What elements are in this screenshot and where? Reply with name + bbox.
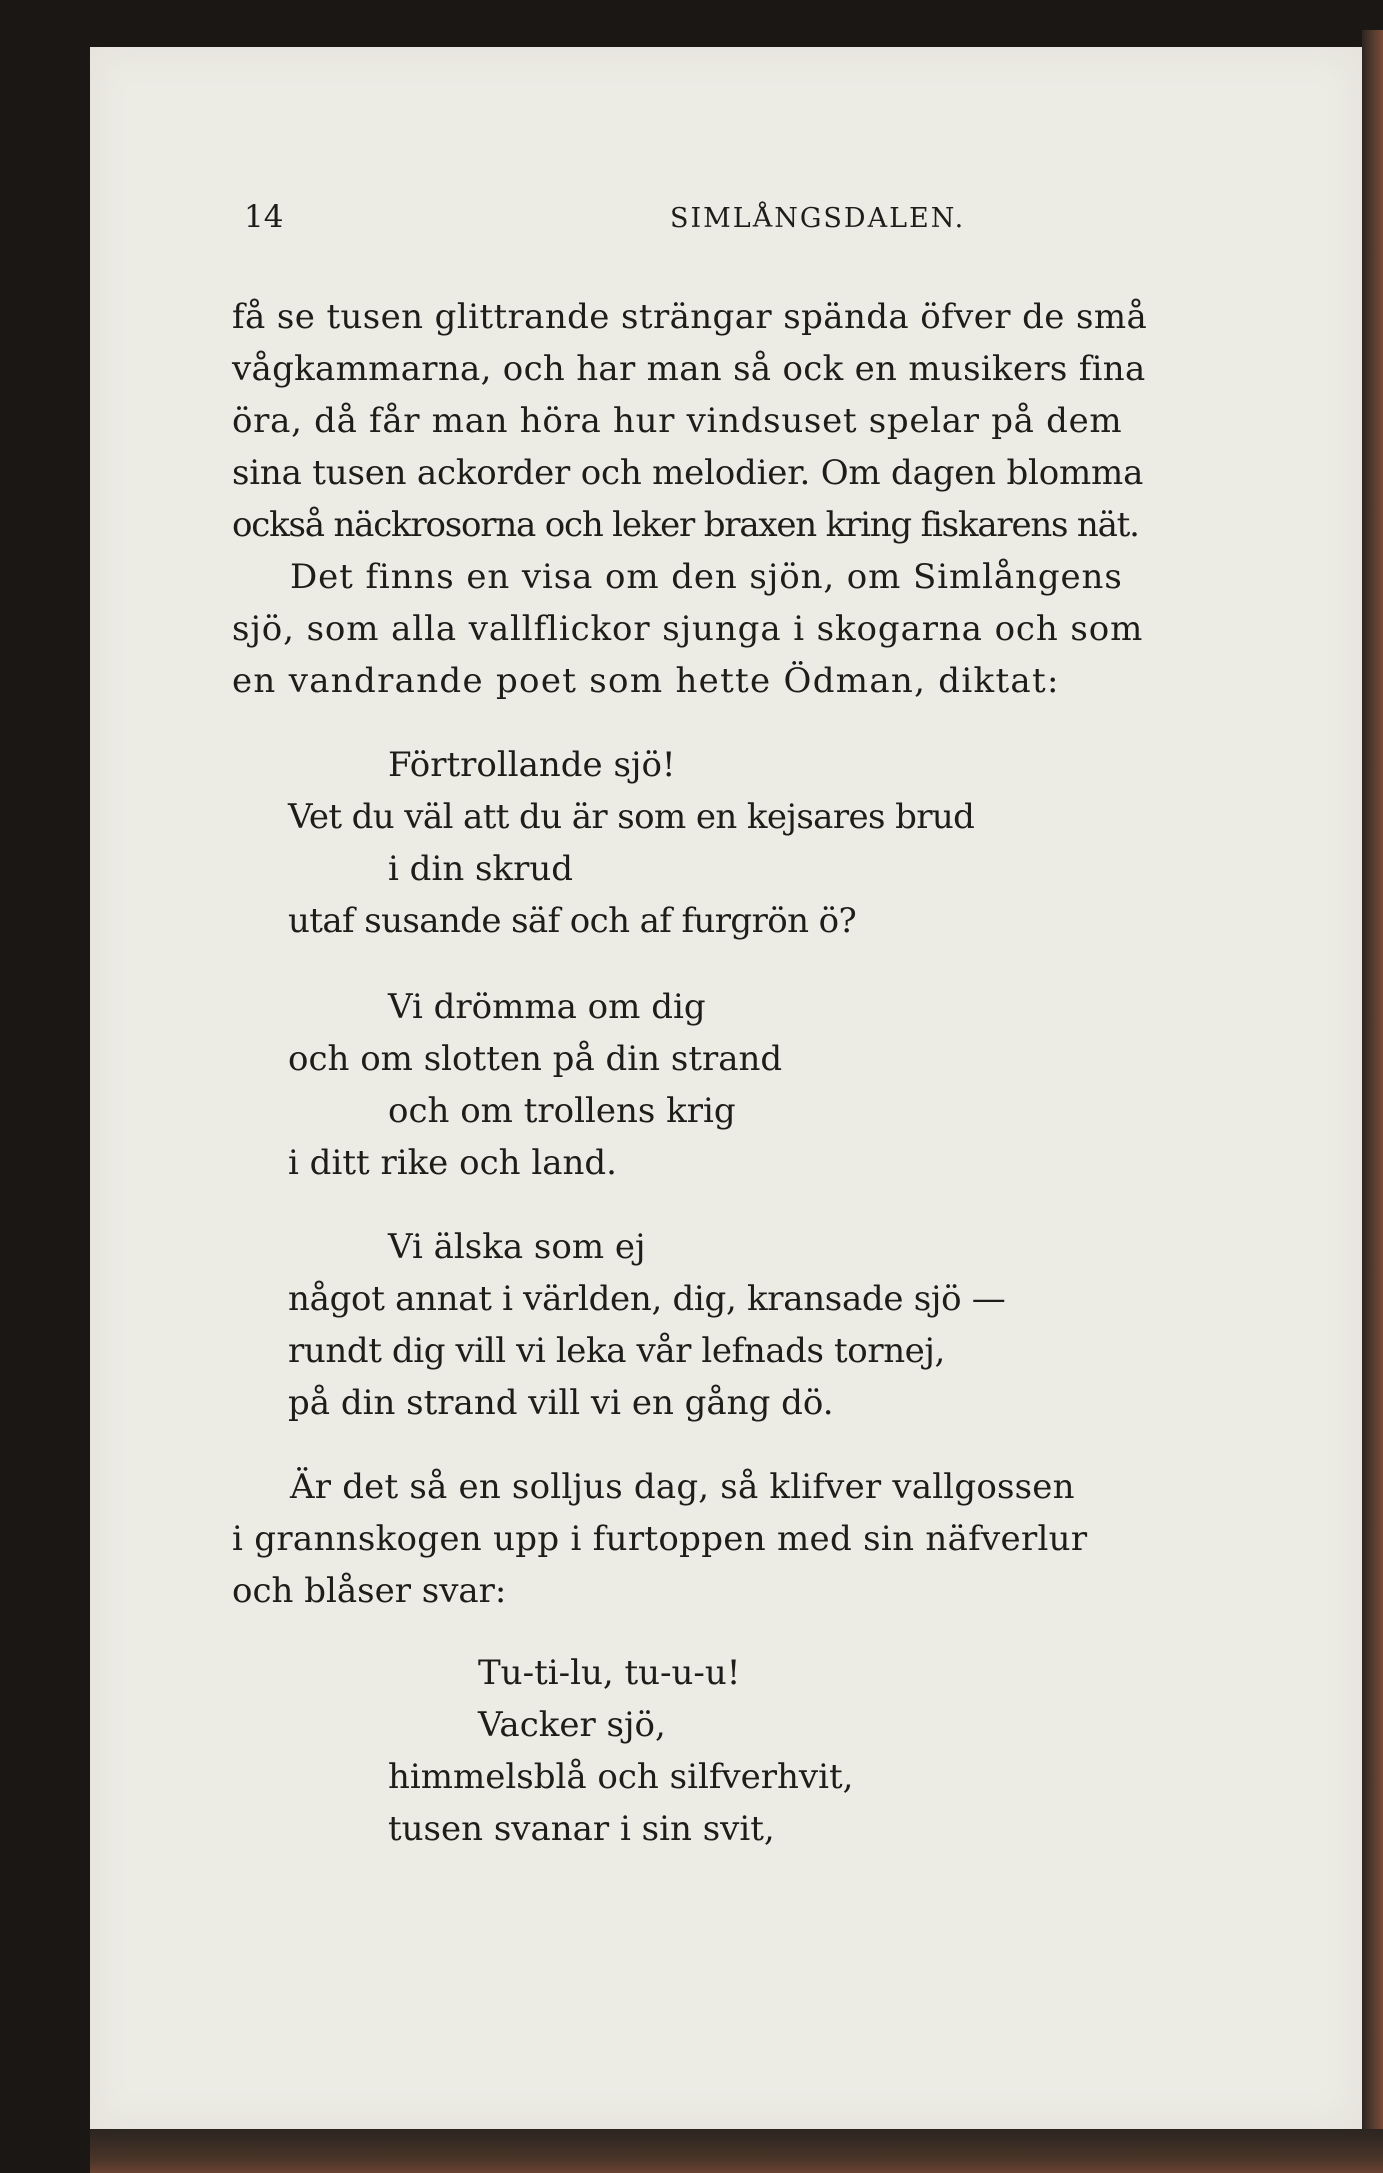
- verse-line: något annat i världen, dig, kransade sjö —: [288, 1279, 1006, 1319]
- verse-line: tusen svanar i sin svit,: [388, 1809, 775, 1849]
- verse-line: utaf susande säf och af furgrön ö?: [288, 901, 857, 941]
- verse-line: Vi älska som ej: [388, 1227, 646, 1267]
- verse-line: på din strand vill vi en gång dö.: [288, 1383, 834, 1423]
- page-number: 14: [244, 199, 284, 235]
- text-line: sina tusen ackorder och melodier. Om dagen blomma: [232, 453, 1144, 493]
- text-line: och blåser svar:: [232, 1571, 507, 1611]
- book-page: [90, 47, 1362, 2129]
- text-line: också näckrosorna och leker braxen kring fiskarens nät.: [232, 505, 1139, 545]
- text-line: sjö, som alla vallflickor sjunga i skogarna och som: [232, 609, 1144, 649]
- verse-line: rundt dig vill vi leka vår lefnads tornej,: [288, 1331, 945, 1371]
- verse-line: Vi drömma om dig: [388, 987, 706, 1027]
- verse-line: Vacker sjö,: [478, 1705, 666, 1745]
- verse-line: och om trollens krig: [388, 1091, 736, 1131]
- verse-line: himmelsblå och silfverhvit,: [388, 1757, 854, 1797]
- book-bottom-edge: [90, 2129, 1383, 2173]
- text-line: få se tusen glittrande strängar spända öfver de små: [232, 297, 1148, 337]
- verse-line: och om slotten på din strand: [288, 1039, 783, 1079]
- book-spine-edge: [1362, 30, 1383, 2173]
- text-line: en vandrande poet som hette Ödman, diktat:: [232, 661, 1060, 701]
- verse-line: Tu-ti-lu, tu-u-u!: [478, 1653, 741, 1693]
- running-title: SIMLÅNGSDALEN.: [670, 203, 966, 234]
- verse-line: i din skrud: [388, 849, 573, 889]
- text-line: i grannskogen upp i furtoppen med sin näfverlur: [232, 1519, 1088, 1559]
- verse-line: Förtrollande sjö!: [388, 745, 676, 785]
- text-line: öra, då får man höra hur vindsuset spelar på dem: [232, 401, 1123, 441]
- text-line: Det finns en visa om den sjön, om Simlångens: [290, 557, 1123, 597]
- verse-line: Vet du väl att du är som en kejsares brud: [288, 797, 975, 837]
- verse-line: i ditt rike och land.: [288, 1143, 617, 1183]
- text-line: vågkammarna, och har man så ock en musikers fina: [232, 349, 1146, 389]
- text-line: Är det så en solljus dag, så klifver vallgossen: [290, 1467, 1075, 1507]
